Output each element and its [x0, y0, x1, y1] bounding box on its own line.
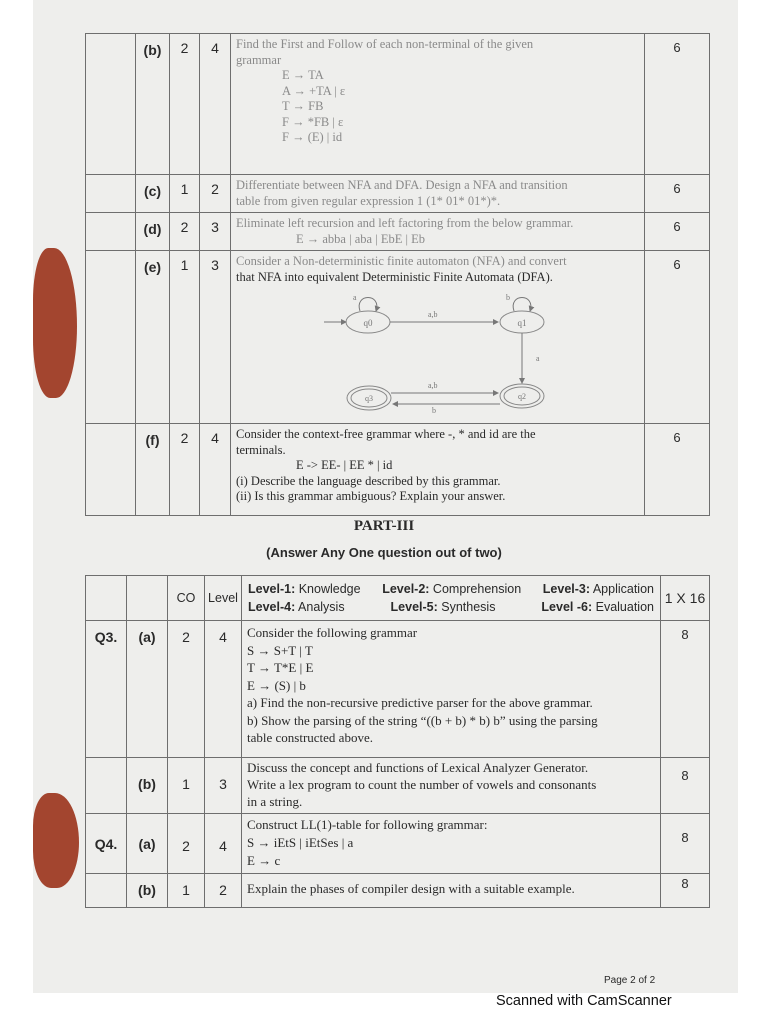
question-text: Differentiate between NFA and DFA. Design a NFA and transition table from given regular expression 1 (1* 01* 01*)*.: [231, 175, 645, 213]
marks-value: 8: [661, 621, 710, 758]
question-row-b: [86, 34, 710, 175]
question-text: Consider the context-free grammar where -, * and id are the terminals. E -> EE- | EE * | id (i) Describe the language described by this grammar. (ii) Is this grammar ambiguous? Explain your answer.: [231, 424, 645, 516]
loop-q0-label: a: [353, 293, 357, 302]
state-q1-label: q1: [517, 318, 527, 328]
page-number: Page 2 of 2: [604, 975, 656, 986]
question-row-e: [86, 251, 710, 424]
co-value: 2: [168, 814, 205, 874]
part3-question-table: [85, 575, 710, 908]
part-instruction: (Answer Any One question out of two): [266, 545, 502, 560]
question-row-q4a: [86, 814, 710, 874]
loop-q0: [359, 298, 377, 312]
level-header: Level: [205, 576, 242, 621]
sub-label: (b): [127, 874, 168, 908]
question-row-q4b: [86, 874, 710, 908]
marks-value: 8: [661, 758, 710, 814]
co-value: 1: [168, 758, 205, 814]
loop-q1-label: b: [506, 293, 510, 302]
state-q0-label: q0: [363, 318, 373, 328]
co-value: 2: [170, 213, 200, 251]
question-text: Construct LL(1)-table for following grammar: S → iEtS | iEtSes | a E → c: [242, 814, 661, 874]
nfa-diagram: [236, 289, 636, 414]
question-text: Consider a Non-deterministic finite automaton (NFA) and convert that NFA into equivalent Deterministic Finite Automata (DFA). q0 a a,b q1 b a q2 q3 a,b b: [231, 251, 645, 424]
sub-label: (f): [136, 424, 170, 516]
edge-q3-q2-label: a,b: [428, 381, 438, 390]
marks-value: 6: [645, 175, 710, 213]
header-row: [86, 576, 710, 621]
level-value: 4: [205, 814, 242, 874]
edge-q0-q1-label: a,b: [428, 310, 438, 319]
co-value: 2: [170, 34, 200, 175]
finger-shadow-bottom: [33, 793, 79, 888]
part2-question-table: [85, 33, 710, 516]
level-legend: Level-1: Knowledge Level-2: Comprehension Level-3: Application Level-4: Analysis Level-5: Synthesis Level -6: Evaluation: [242, 576, 661, 621]
question-number: Q3.: [86, 621, 127, 758]
sub-label: (e): [136, 251, 170, 424]
loop-q1: [513, 298, 531, 312]
marks-value: 6: [645, 251, 710, 424]
question-number: Q4.: [86, 814, 127, 874]
question-row-q3a: [86, 621, 710, 758]
co-value: 1: [170, 251, 200, 424]
question-row-c: [86, 175, 710, 213]
level-value: 3: [205, 758, 242, 814]
level-value: 4: [205, 621, 242, 758]
sub-label: (b): [136, 34, 170, 175]
marks-value: 6: [645, 34, 710, 175]
level-value: 2: [205, 874, 242, 908]
state-q2-label: q2: [518, 392, 526, 401]
finger-shadow-top: [33, 248, 77, 398]
scanner-watermark: Scanned with CamScanner: [496, 993, 672, 1009]
level-value: 3: [200, 213, 231, 251]
marks-value: 8: [661, 874, 710, 908]
sub-label: (a): [127, 621, 168, 758]
level-value: 3: [200, 251, 231, 424]
co-value: 2: [168, 621, 205, 758]
marks-value: 6: [645, 213, 710, 251]
marks-value: 8: [661, 814, 710, 874]
co-value: 2: [170, 424, 200, 516]
state-q3-label: q3: [365, 394, 373, 403]
marks-value: 6: [645, 424, 710, 516]
question-row-f: [86, 424, 710, 516]
level-value: 2: [200, 175, 231, 213]
part-title: PART-III: [353, 518, 415, 534]
sub-label: (b): [127, 758, 168, 814]
sub-label: (c): [136, 175, 170, 213]
question-text: Consider the following grammar S → S+T | T T → T*E | E E → (S) | b a) Find the non-recursive predictive parser for the above grammar. b) Show the parsing of the string “((b + b) * b) b” using the parsing table constructed above.: [242, 621, 661, 758]
question-text: Eliminate left recursion and left factoring from the below grammar. E → abba | aba | EbE | Eb: [231, 213, 645, 251]
co-value: 1: [170, 175, 200, 213]
question-text: Discuss the concept and functions of Lexical Analyzer Generator. Write a lex program to count the number of vowels and consonants in a string.: [242, 758, 661, 814]
question-row-d: [86, 213, 710, 251]
level-value: 4: [200, 424, 231, 516]
sub-label: (d): [136, 213, 170, 251]
question-row-q3b: [86, 758, 710, 814]
edge-q1-q2-label: a: [536, 354, 540, 363]
level-value: 4: [200, 34, 231, 175]
question-text: Explain the phases of compiler design with a suitable example.: [242, 874, 661, 908]
co-value: 1: [168, 874, 205, 908]
marks-header: 1 X 16: [661, 576, 710, 621]
co-header: CO: [168, 576, 205, 621]
sub-label: (a): [127, 814, 168, 874]
question-text: Find the First and Follow of each non-terminal of the given grammar E → TA A → +TA | ε T → FB F → *FB | ε F → (E) | id: [231, 34, 645, 175]
edge-q2-q3-label: b: [432, 406, 436, 414]
